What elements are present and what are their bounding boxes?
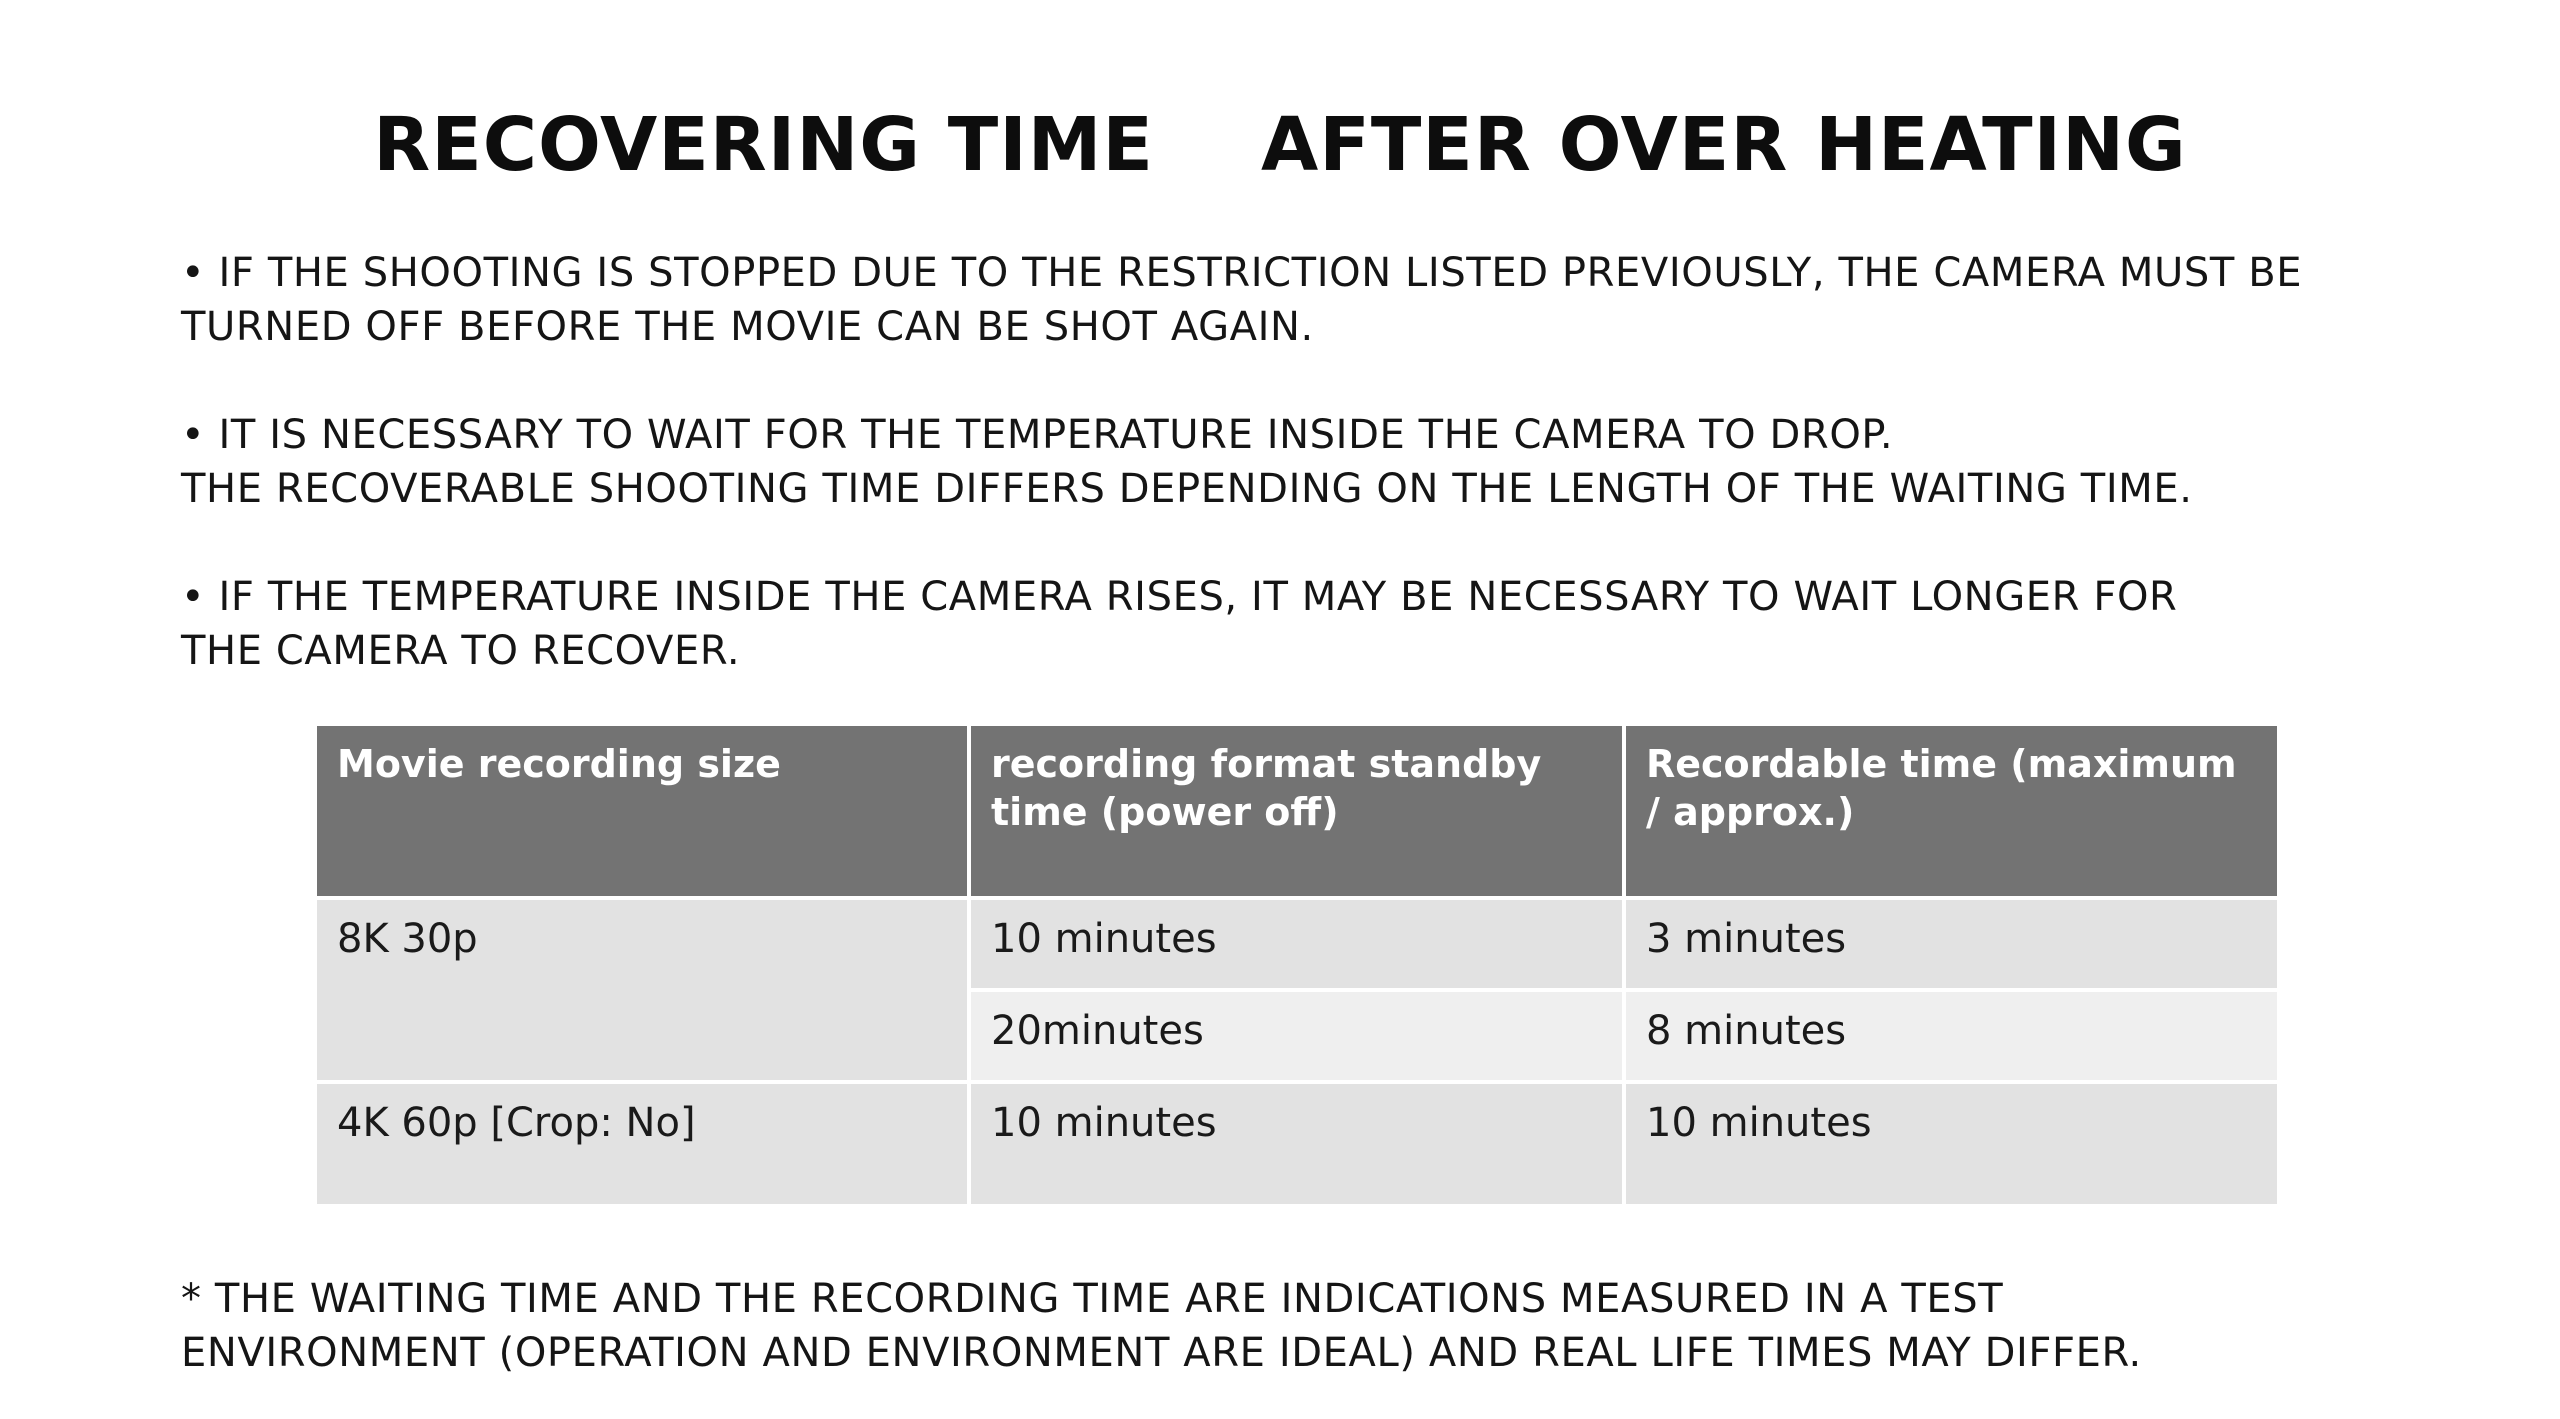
- cell-recordable: 10 minutes: [1624, 1082, 2279, 1206]
- bullet-line: THE RECOVERABLE SHOOTING TIME DIFFERS DEPENDING ON THE LENGTH OF THE WAITING TIME.: [181, 466, 2193, 512]
- bullet-line: TURNED OFF BEFORE THE MOVIE CAN BE SHOT AGAIN.: [181, 304, 1314, 350]
- bullet-paragraph-temperature-rise: [181, 570, 2441, 678]
- header-movie-recording-size: Movie recording size: [315, 724, 969, 898]
- table-header-row: [315, 724, 2279, 898]
- table-row: [315, 1082, 2279, 1206]
- table-row: [315, 898, 2279, 990]
- footnote-line: ENVIRONMENT (OPERATION AND ENVIRONMENT ARE IDEAL) AND REAL LIFE TIMES MAY DIFFER.: [181, 1330, 2142, 1376]
- bullet-list: [181, 246, 2441, 732]
- footnote: [181, 1272, 2441, 1380]
- cell-standby: 10 minutes: [969, 1082, 1624, 1206]
- cell-recordable: 3 minutes: [1624, 898, 2279, 990]
- bullet-paragraph-restriction: [181, 246, 2441, 354]
- header-standby-time: recording format standby time (power off): [969, 724, 1624, 898]
- cell-recordable: 8 minutes: [1624, 990, 2279, 1082]
- cell-standby: 10 minutes: [969, 898, 1624, 990]
- header-recordable-time: Recordable time (maximum / approx.): [1624, 724, 2279, 898]
- bullet-line: • IF THE SHOOTING IS STOPPED DUE TO THE RESTRICTION LISTED PREVIOUSLY, THE CAMERA MUST BE: [181, 250, 2303, 296]
- recording-time-table: [313, 722, 2281, 1208]
- bullet-paragraph-temperature-drop: [181, 408, 2441, 516]
- footnote-line: * THE WAITING TIME AND THE RECORDING TIME ARE INDICATIONS MEASURED IN A TEST: [181, 1276, 2004, 1322]
- bullet-line: THE CAMERA TO RECOVER.: [181, 628, 741, 674]
- page-title: RECOVERING TIME AFTER OVER HEATING: [373, 102, 2187, 188]
- cell-standby: 20minutes: [969, 990, 1624, 1082]
- cell-size: 8K 30p: [315, 898, 969, 1082]
- bullet-line: • IT IS NECESSARY TO WAIT FOR THE TEMPERATURE INSIDE THE CAMERA TO DROP.: [181, 412, 1894, 458]
- bullet-line: • IF THE TEMPERATURE INSIDE THE CAMERA RISES, IT MAY BE NECESSARY TO WAIT LONGER FOR: [181, 574, 2178, 620]
- cell-size: 4K 60p [Crop: No]: [315, 1082, 969, 1206]
